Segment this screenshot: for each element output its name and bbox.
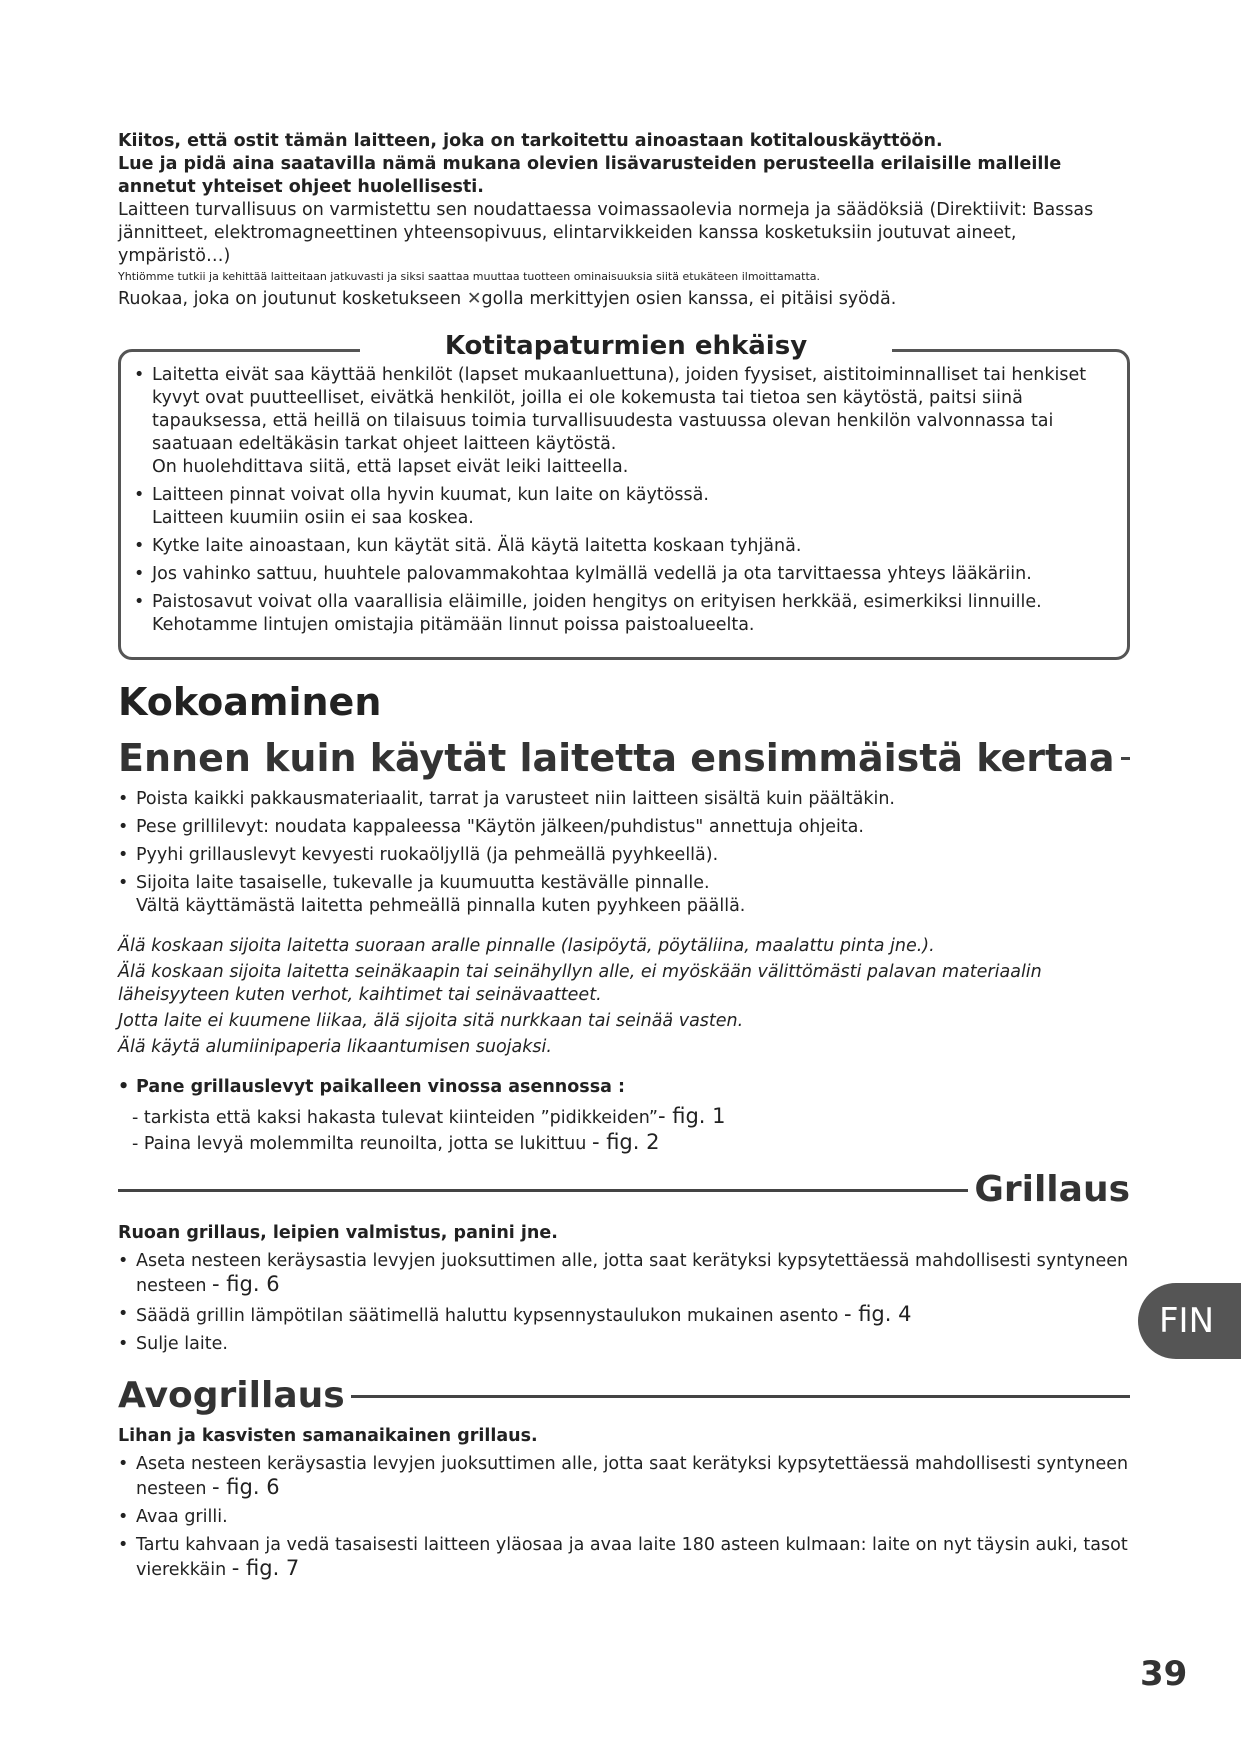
before-first-use-heading [118,734,1130,782]
safety-item-text: Laitteen pinnat voivat olla hyvin kuumat, kun laite on käytössä. [152,485,709,505]
food-contact-text-after: golla merkittyjen osien kanssa, ei pitäisi syödä. [481,289,897,309]
intro-read-instructions: Lue ja pidä aina saatavilla nämä mukana olevien lisävarusteiden perusteella erilaisille malleille annetut yhteiset ohjeet huolellisesti. [118,154,1062,197]
safety-item [134,364,1124,479]
list-item-subtext: Vältä käyttämästä laitetta pehmeällä pinnalla kuten pyyhkeen päällä. [136,896,746,916]
intro-section [118,130,1130,311]
open-grill-heading [118,1372,1130,1420]
food-contact-text-before: Ruokaa, joka on joutunut kosketukseen [118,289,467,309]
list-item [118,788,1130,811]
warning-text: Älä koskaan sijoita laitetta suoraan aralle pinnalle (lasipöytä, pöytäliina, maalattu pinta jne.). [118,936,935,956]
plates-title: • Pane grillauslevyt paikalleen vinossa asennossa : [118,1075,1130,1099]
page-number: 39 [1140,1654,1188,1694]
safety-item [134,484,1124,530]
figure-ref: - fig. 1 [657,1104,726,1128]
safety-item-text: Paistosavut voivat olla vaarallisia eläimille, joiden hengitys on erityisen herkkää, esimerkiksi linnuille. [152,592,1042,612]
list-item-text: Pyyhi grillauslevyt kevyesti ruokaöljyllä (ja pehmeällä pyyhkeellä). [136,845,719,865]
heading-rule [118,1189,968,1192]
safety-list [134,364,1124,642]
figure-ref: - fig. 4 [843,1302,912,1326]
no-food-contact-icon: ✕ [466,289,482,309]
warning-text: Jotta laite ei kuumene liikaa, älä sijoita sitä nurkkaan tai seinää vasten. [118,1011,744,1031]
safety-item-subtext: On huolehdittava siitä, että lapset eivät leiki laitteella. [152,457,629,477]
warning-text: Älä käytä alumiinipaperia likaantumisen suojaksi. [118,1037,552,1057]
plates-step [118,1104,1130,1130]
heading-rule [351,1395,1130,1398]
safety-title: Kotitapaturmien ehkäisy [360,326,892,366]
safety-item-text: Kytke laite ainoastaan, kun käytät sitä. Älä käytä laitetta koskaan tyhjänä. [152,536,802,556]
list-item [118,844,1130,867]
safety-item-text: Laitetta eivät saa käyttää henkilöt (lapset mukaanluettuna), joiden fyysiset, aistitoiminnalliset tai henkiset kyvyt ovat puutteelliset, eivätkä henkilöt, joilla ei ole kokemusta tai tietoa sen käytöstä, paitsi siinä tapauksessa, että heillä on tilaisuus toimia turvallisuudesta vastuussa olevan henkilön valvonnassa tai saatuaan edeltäkäsin tarkat ohjeet laitteen käytöstä. [152,365,1087,454]
list-item-text: Aseta nesteen keräysastia levyjen juoksuttimen alle, jotta saat kerätyksi kypsytettäessä mahdollisesti syntyneen nesteen [136,1454,1129,1499]
list-item [118,816,1130,839]
plates-step-text: - tarkista että kaksi hakasta tulevat kiinteiden ”pidikkeiden” [132,1108,658,1128]
heading-rule [1121,757,1131,760]
warning-text: Älä koskaan sijoita laitetta seinäkaapin tai seinähyllyn alle, ei myöskään välittömästi palavan materiaalin läheisyyteen kuten verhot, kaihtimet tai seinävaatteet. [118,962,1042,1005]
grilling-section [118,1222,1130,1361]
list-item [118,1534,1130,1582]
plates-step-text: - Paina levyä molemmilta reunoilta, jotta se lukittuu [132,1134,592,1154]
open-grill-subtitle: Lihan ja kasvisten samanaikainen grillaus. [118,1426,538,1446]
figure-ref: - fig. 6 [212,1272,280,1296]
figure-ref: - fig. 2 [591,1130,660,1154]
grilling-heading [118,1166,1130,1214]
figure-ref: - fig. 7 [231,1556,300,1580]
list-item-text: Sijoita laite tasaiselle, tukevalle ja kuumuutta kestävälle pinnalle. [136,873,710,893]
list-item-text: Pese grillilevyt: noudata kappaleessa "Käytön jälkeen/puhdistus" annettuja ohjeita. [136,817,864,837]
grilling-subtitle: Ruoan grillaus, leipien valmistus, panini jne. [118,1223,558,1243]
list-item-text: Sulje laite. [136,1334,228,1354]
assembly-heading: Kokoaminen [118,680,382,724]
list-item [118,1250,1130,1298]
figure-ref: - fig. 6 [212,1475,280,1499]
intro-thanks: Kiitos, että ostit tämän laitteen, joka on tarkoitettu ainoastaan kotitalouskäyttöön. [118,131,943,151]
safety-item [134,535,1124,558]
list-item-text: Säädä grillin lämpötilan säätimellä haluttu kypsennystaulukon mukainen asento [136,1306,844,1326]
safety-item-subtext: Kehotamme lintujen omistajia pitämään linnut poissa paistoalueelta. [152,615,755,635]
placement-warnings [118,935,1130,1062]
safety-item-subtext: Laitteen kuumiin osiin ei saa koskea. [152,508,474,528]
open-grill-title: Avogrillaus [118,1375,345,1416]
before-first-use-title: Ennen kuin käytät laitetta ensimmäistä kertaa [118,736,1115,780]
plates-instructions [118,1075,1130,1156]
grilling-title: Grillaus [974,1169,1130,1210]
list-item [118,872,1130,918]
safety-item [134,563,1124,586]
list-item-text: Tartu kahvaan ja vedä tasaisesti laitteen yläosaa ja avaa laite 180 asteen kulmaan: laite on nyt täysin auki, tasot vierekkäin [136,1535,1128,1580]
list-item-text: Aseta nesteen keräysastia levyjen juoksuttimen alle, jotta saat kerätyksi kypsytettäessä mahdollisesti syntyneen nesteen [136,1251,1129,1296]
open-grill-section [118,1425,1130,1587]
intro-safety-standards: Laitteen turvallisuus on varmistettu sen noudattaessa voimassaolevia normeja ja säädöksiä (Direktiivit: Bassas jännitteet, elektromagneettinen yhteensopivuus, elintarvikkeiden kanssa kosketuksiin joutuvat aineet, ympäristö…) [118,200,1094,266]
intro-disclaimer: Yhtiömme tutkii ja kehittää laitteitaan jatkuvasti ja siksi saattaa muuttaa tuotteen ominaisuuksia siitä etukäteen ilmoittamatta. [118,270,821,283]
plates-step [118,1130,1130,1156]
list-item-text: Avaa grilli. [136,1507,228,1527]
list-item [118,1453,1130,1501]
list-item [118,1506,1130,1529]
list-item [118,1303,1130,1328]
intro-food-contact-note [118,288,1130,311]
list-item-text: Poista kaikki pakkausmateriaalit, tarrat ja varusteet niin laitteen sisältä kuin päältäkin. [136,789,895,809]
list-item [118,1333,1130,1356]
language-tab: FIN [1138,1283,1241,1359]
safety-item-text: Jos vahinko sattuu, huuhtele palovammakohtaa kylmällä vedellä ja ota tarvittaessa yhteys lääkäriin. [152,564,1032,584]
before-first-use-list [118,788,1130,923]
safety-item [134,591,1124,637]
